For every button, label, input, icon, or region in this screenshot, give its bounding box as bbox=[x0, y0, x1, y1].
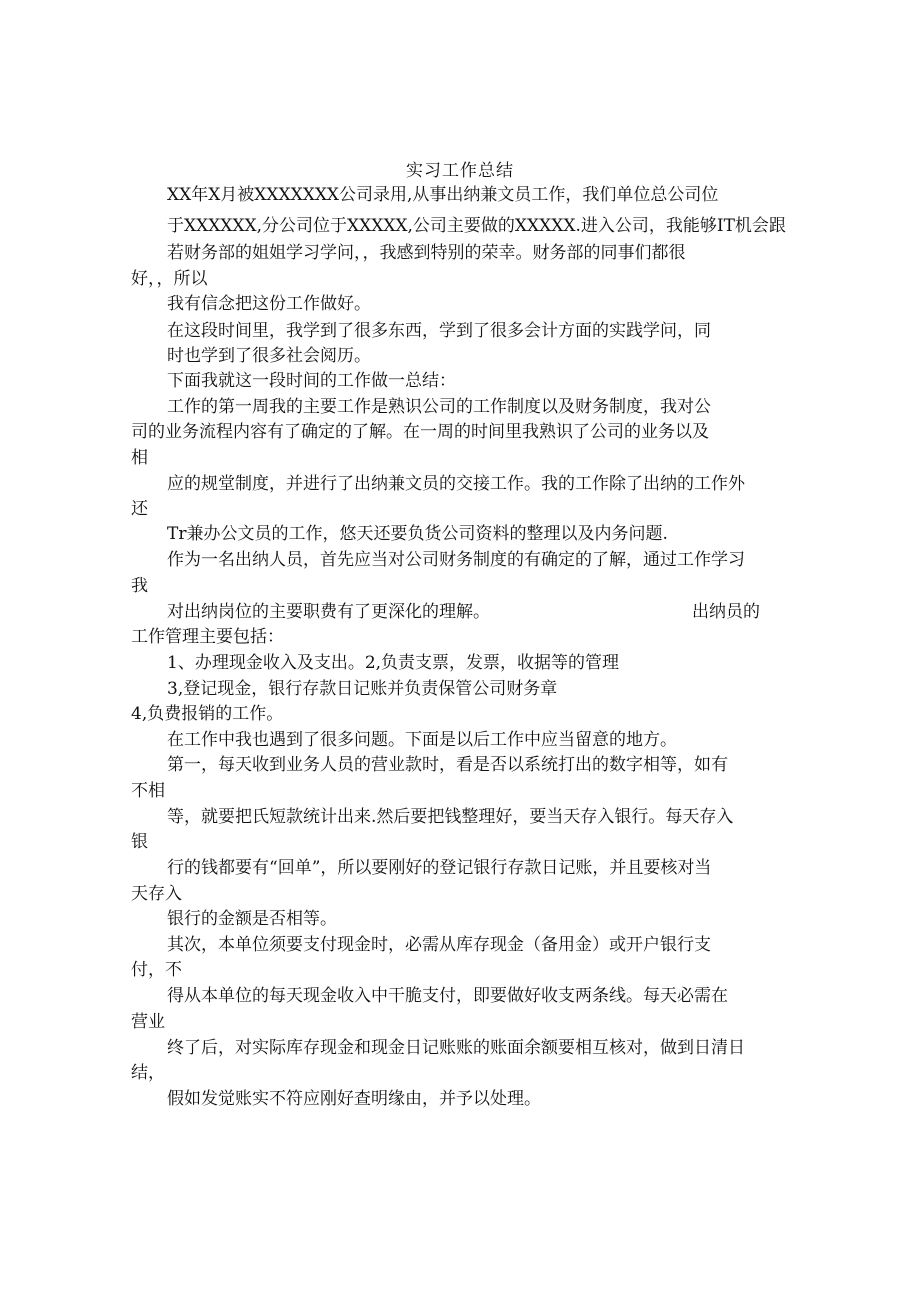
body-line: 1、办理现金收入及支出。2,负责支票，发票，收据等的管理 bbox=[167, 653, 620, 673]
body-line: 银行的金额是否相等。 bbox=[167, 909, 337, 929]
body-line: 其次，本单位须要支付现金时，必需从库存现金（备用金）或开户银行支 bbox=[167, 935, 711, 955]
body-line: 付，不 bbox=[131, 960, 182, 980]
body-line: 出纳员的 bbox=[692, 602, 760, 622]
document-title: 实习工作总结 bbox=[406, 161, 514, 181]
body-line: 等，就要把氏短款统计出来.然后要把钱整理好，要当天存入银行。每天存入 bbox=[167, 807, 734, 827]
body-line: 应的规堂制度，并进行了出纳兼文员的交接工作。我的工作除了出纳的工作外 bbox=[167, 474, 745, 494]
body-line: 在工作中我也遇到了很多问题。下面是以后工作中应当留意的地方。 bbox=[167, 730, 677, 750]
body-line: 在这段时间里，我学到了很多东西，学到了很多会计方面的实践学问，同 bbox=[167, 321, 711, 341]
body-line: 不相 bbox=[131, 781, 165, 801]
body-line: 银 bbox=[131, 832, 148, 852]
body-line: 对出纳岗位的主要职费有了更深化的理解。 bbox=[167, 602, 490, 622]
body-line: 还 bbox=[131, 499, 148, 519]
body-line: 好，，所以 bbox=[131, 269, 208, 289]
body-line: 下面我就这一段时间的工作做一总结： bbox=[167, 371, 456, 391]
body-line: 4,负费报销的工作。 bbox=[131, 704, 284, 724]
body-line: 工作的第一周我的主要工作是熟识公司的工作制度以及财务制度，我对公 bbox=[167, 397, 711, 417]
body-line: 假如发觉账实不符应刚好查明缘由，并予以处理。 bbox=[167, 1089, 541, 1109]
body-line: 终了后，对实际库存现金和现金日记账账的账面余额要相互核对，做到日清日 bbox=[167, 1038, 745, 1058]
body-line: 3,登记现金，银行存款日记账并负责保管公司财务章 bbox=[167, 679, 558, 699]
body-line: 天存入 bbox=[131, 884, 182, 904]
body-line: 我有信念把这份工作做好。 bbox=[167, 294, 371, 314]
body-line: 时也学到了很多社会阅历。 bbox=[167, 346, 371, 366]
body-line: 司的业务流程内容有了确定的了解。在一周的时间里我熟识了公司的业务以及 bbox=[131, 422, 709, 442]
body-line: Tr兼办公文员的工作，悠天还要负货公司资料的整理以及内务问题. bbox=[167, 524, 668, 544]
body-line: XX年X月被XXXXXXX公司录用,从事出纳兼文员工作，我们单位总公司位 bbox=[167, 185, 719, 205]
body-line: 作为一名出纳人员，首先应当对公司财务制度的有确定的了解，通过工作学习 bbox=[167, 550, 745, 570]
body-line: 结， bbox=[131, 1063, 165, 1083]
body-line: 工作管理主要包括： bbox=[131, 627, 284, 647]
body-line: 于XXXXXX,分公司位于XXXXX,公司主要做的XXXXX.进入公司，我能够IT机会跟 bbox=[167, 216, 786, 236]
body-line: 相 bbox=[131, 448, 148, 468]
body-line: 营业 bbox=[131, 1012, 165, 1032]
body-line: 若财务部的姐姐学习学问，，我感到特别的荣幸。财务部的同事们都很 bbox=[167, 243, 686, 263]
body-line: 第一，每天收到业务人员的营业款时，看是否以系统打出的数字相等，如有 bbox=[167, 755, 728, 775]
body-line: 我 bbox=[131, 576, 148, 596]
body-line: 得从本单位的每天现金收入中干脆支付，即要做好收支两条线。每天必需在 bbox=[167, 986, 728, 1006]
body-line: 行的钱都要有“回单”，所以要刚好的登记银行存款日记账，并且要核对当 bbox=[167, 858, 712, 878]
